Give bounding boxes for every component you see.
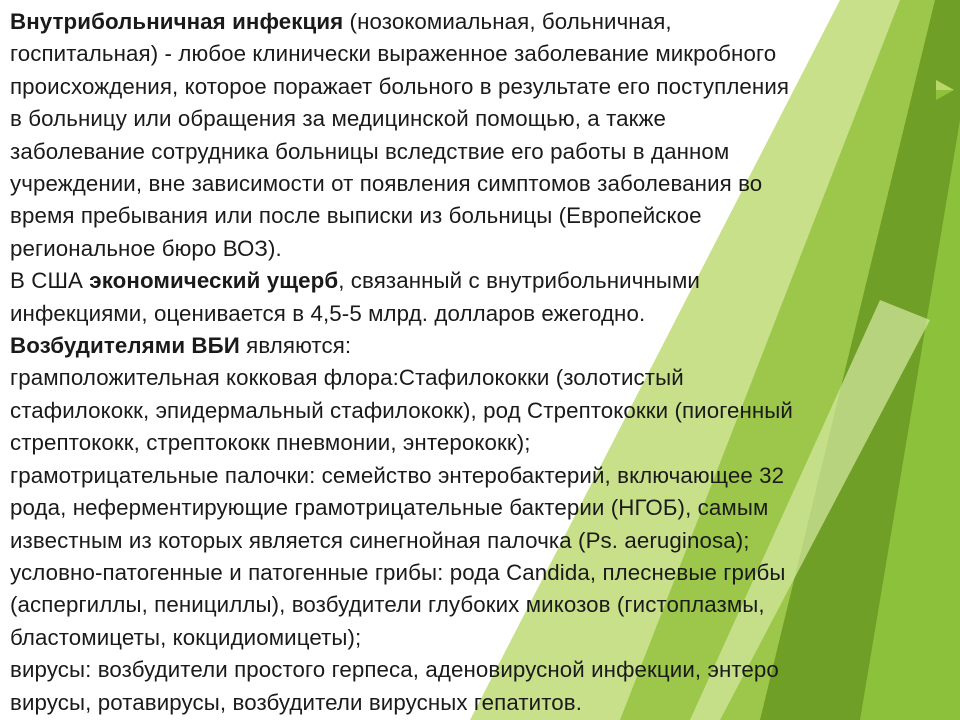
text-line: (аспергиллы, пенициллы), возбудители глубоких микозов (гистоплазмы, — [10, 592, 765, 618]
text-line: В США экономический ущерб, связанный с внутрибольничными — [10, 268, 700, 294]
slide-text — [10, 6, 946, 719]
text-line: заболевание сотрудника больницы вследствие его работы в данном — [10, 138, 730, 164]
term-economic-damage: экономический ущерб — [89, 268, 339, 294]
text-line: стафилококк, эпидермальный стафилококк), род Стрептококки (пиогенный — [10, 397, 793, 423]
text-line: вирусы, ротавирусы, возбудители вирусных гепатитов. — [10, 689, 583, 715]
text-line: в больницу или обращения за медицинской помощью, а также — [10, 106, 667, 132]
text-line: условно-патогенные и патогенные грибы: рода Candida, плесневые грибы — [10, 559, 786, 585]
text-line: вирусы: возбудители простого герпеса, аденовирусной инфекции, энтеро — [10, 657, 779, 683]
text-line: инфекциями, оценивается в 4,5-5 млрд. долларов ежегодно. — [10, 300, 646, 326]
text-line: известным из которых является синегнойная палочка (Ps. aeruginosa); — [10, 527, 750, 553]
term-nosocomial-infection: Внутрибольничная инфекция — [10, 9, 344, 34]
text-line: учреждении, вне зависимости от появления симптомов заболевания во — [10, 171, 763, 197]
text-line: грамотрицательные палочки: семейство энтеробактерий, включающее 32 — [10, 462, 785, 488]
term-pathogens: Возбудителями ВБИ — [10, 333, 240, 359]
text-line: стрептококк, стрептококк пневмонии, энтерококк); — [10, 430, 531, 456]
text-line: Возбудителями ВБИ являются: — [10, 333, 352, 359]
text-line: региональное бюро ВОЗ). — [10, 235, 282, 261]
text-line: госпитальная) - любое клинически выраженное заболевание микробного — [10, 41, 777, 67]
text-line: время пребывания или после выписки из больницы (Европейское — [10, 203, 702, 229]
text-line: происхождения, которое поражает больного в результате его поступления — [10, 73, 790, 99]
text-line: бластомицеты, кокцидиомицеты); — [10, 624, 362, 650]
text-line: грамположительная кокковая флора:Стафилококки (золотистый — [10, 365, 684, 391]
text-line: Внутрибольничная инфекция (нозокомиальная, больничная, — [10, 9, 672, 34]
text-line: рода, неферментирующие грамотрицательные бактерии (НГОБ), самым — [10, 495, 769, 521]
